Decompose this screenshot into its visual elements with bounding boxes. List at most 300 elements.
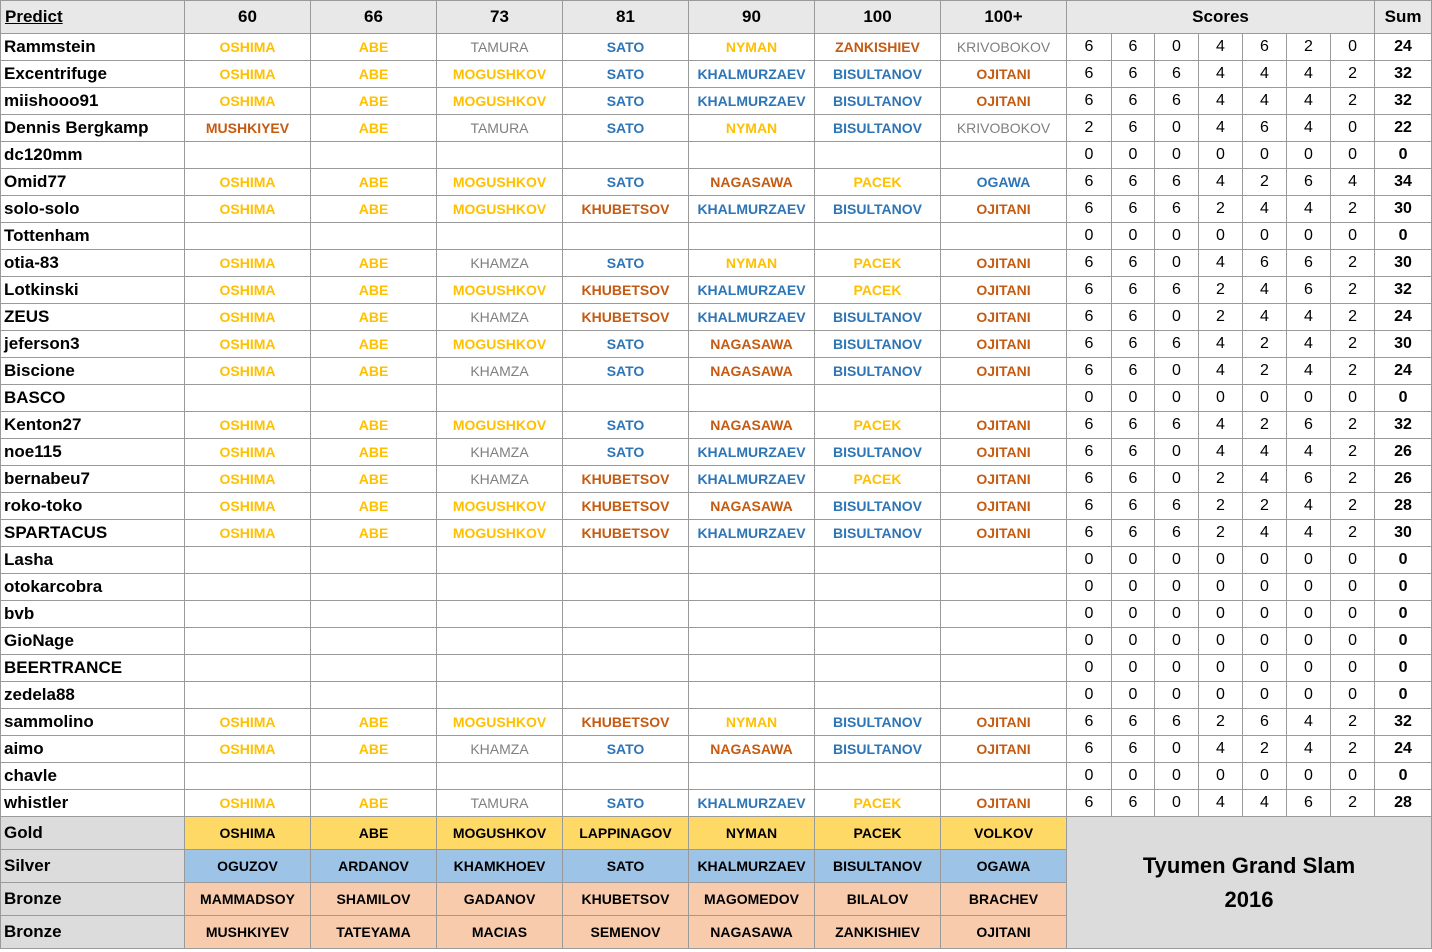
pick-cell: OJITANI bbox=[941, 439, 1067, 466]
pick-cell: KHAMZA bbox=[437, 250, 563, 277]
medal-cell: VOLKOV bbox=[941, 817, 1067, 850]
player-name: solo-solo bbox=[1, 196, 185, 223]
score-cell: 6 bbox=[1112, 412, 1155, 439]
sum-cell: 26 bbox=[1375, 466, 1432, 493]
score-cell: 4 bbox=[1199, 412, 1243, 439]
pick-cell: ABE bbox=[311, 196, 437, 223]
pick-cell bbox=[311, 142, 437, 169]
score-cell: 6 bbox=[1067, 709, 1112, 736]
score-cell: 6 bbox=[1243, 250, 1287, 277]
pick-cell bbox=[311, 763, 437, 790]
score-cell: 6 bbox=[1067, 790, 1112, 817]
score-cell: 0 bbox=[1155, 547, 1199, 574]
score-cell: 0 bbox=[1243, 385, 1287, 412]
player-name: GioNage bbox=[1, 628, 185, 655]
pick-cell bbox=[563, 574, 689, 601]
pick-cell: OSHIMA bbox=[185, 466, 311, 493]
pick-cell: OJITANI bbox=[941, 736, 1067, 763]
score-cell: 0 bbox=[1287, 574, 1331, 601]
medal-label: Bronze bbox=[1, 916, 185, 949]
pick-cell bbox=[689, 547, 815, 574]
pick-cell: MOGUSHKOV bbox=[437, 520, 563, 547]
pick-cell bbox=[941, 385, 1067, 412]
score-cell: 6 bbox=[1067, 250, 1112, 277]
pick-cell bbox=[689, 682, 815, 709]
table-row bbox=[1, 196, 1432, 223]
score-cell: 2 bbox=[1331, 88, 1375, 115]
pick-cell bbox=[941, 142, 1067, 169]
score-cell: 0 bbox=[1331, 763, 1375, 790]
pick-cell bbox=[815, 547, 941, 574]
score-cell: 0 bbox=[1243, 547, 1287, 574]
score-cell: 0 bbox=[1067, 682, 1112, 709]
sum-cell: 30 bbox=[1375, 331, 1432, 358]
pick-cell: BISULTANOV bbox=[815, 520, 941, 547]
table-row bbox=[1, 574, 1432, 601]
table-row bbox=[1, 493, 1432, 520]
pick-cell: SATO bbox=[563, 736, 689, 763]
pick-cell bbox=[815, 385, 941, 412]
score-cell: 2 bbox=[1331, 250, 1375, 277]
score-cell: 2 bbox=[1287, 34, 1331, 61]
pick-cell: SATO bbox=[563, 412, 689, 439]
pick-cell: OJITANI bbox=[941, 304, 1067, 331]
pick-cell: KHUBETSOV bbox=[563, 466, 689, 493]
weight-header: 100+ bbox=[941, 1, 1067, 34]
score-cell: 0 bbox=[1067, 655, 1112, 682]
pick-cell: OJITANI bbox=[941, 466, 1067, 493]
score-cell: 0 bbox=[1243, 142, 1287, 169]
weight-header: 90 bbox=[689, 1, 815, 34]
score-cell: 2 bbox=[1199, 277, 1243, 304]
medal-cell: PACEK bbox=[815, 817, 941, 850]
pick-cell bbox=[563, 547, 689, 574]
score-cell: 6 bbox=[1112, 358, 1155, 385]
score-cell: 4 bbox=[1287, 736, 1331, 763]
pick-cell: BISULTANOV bbox=[815, 331, 941, 358]
pick-cell: BISULTANOV bbox=[815, 304, 941, 331]
pick-cell bbox=[311, 385, 437, 412]
pick-cell: OJITANI bbox=[941, 61, 1067, 88]
pick-cell: SATO bbox=[563, 790, 689, 817]
medal-label: Bronze bbox=[1, 883, 185, 916]
sum-cell: 32 bbox=[1375, 61, 1432, 88]
score-cell: 4 bbox=[1243, 304, 1287, 331]
medal-cell: KHAMKHOEV bbox=[437, 850, 563, 883]
pick-cell bbox=[185, 547, 311, 574]
sum-cell: 32 bbox=[1375, 412, 1432, 439]
pick-cell bbox=[185, 385, 311, 412]
score-cell: 4 bbox=[1199, 169, 1243, 196]
player-name: Lotkinski bbox=[1, 277, 185, 304]
pick-cell bbox=[941, 682, 1067, 709]
pick-cell: OSHIMA bbox=[185, 196, 311, 223]
weight-header: 81 bbox=[563, 1, 689, 34]
player-name: otokarcobra bbox=[1, 574, 185, 601]
score-cell: 0 bbox=[1067, 601, 1112, 628]
player-name: Excentrifuge bbox=[1, 61, 185, 88]
sum-cell: 0 bbox=[1375, 763, 1432, 790]
medal-cell: TATEYAMA bbox=[311, 916, 437, 949]
score-cell: 0 bbox=[1067, 628, 1112, 655]
score-cell: 0 bbox=[1243, 223, 1287, 250]
pick-cell bbox=[815, 682, 941, 709]
pick-cell bbox=[815, 574, 941, 601]
score-cell: 6 bbox=[1112, 439, 1155, 466]
score-cell: 4 bbox=[1243, 61, 1287, 88]
score-cell: 4 bbox=[1331, 169, 1375, 196]
pick-cell: MOGUSHKOV bbox=[437, 61, 563, 88]
medal-cell: BISULTANOV bbox=[815, 850, 941, 883]
pick-cell bbox=[311, 601, 437, 628]
score-cell: 0 bbox=[1112, 655, 1155, 682]
pick-cell: KHALMURZAEV bbox=[689, 88, 815, 115]
pick-cell: MOGUSHKOV bbox=[437, 709, 563, 736]
score-cell: 6 bbox=[1067, 358, 1112, 385]
sum-cell: 0 bbox=[1375, 601, 1432, 628]
player-name: chavle bbox=[1, 763, 185, 790]
score-cell: 6 bbox=[1112, 304, 1155, 331]
pick-cell: KHAMZA bbox=[437, 358, 563, 385]
score-cell: 2 bbox=[1199, 304, 1243, 331]
pick-cell: NYMAN bbox=[689, 709, 815, 736]
table-row bbox=[1, 412, 1432, 439]
score-cell: 6 bbox=[1287, 790, 1331, 817]
medal-cell: MACIAS bbox=[437, 916, 563, 949]
pick-cell: BISULTANOV bbox=[815, 196, 941, 223]
score-cell: 0 bbox=[1067, 574, 1112, 601]
table-row bbox=[1, 601, 1432, 628]
score-cell: 0 bbox=[1155, 655, 1199, 682]
player-name: BASCO bbox=[1, 385, 185, 412]
score-cell: 0 bbox=[1243, 763, 1287, 790]
score-cell: 2 bbox=[1331, 331, 1375, 358]
pick-cell bbox=[563, 655, 689, 682]
pick-cell bbox=[689, 142, 815, 169]
table-row bbox=[1, 331, 1432, 358]
table-row bbox=[1, 115, 1432, 142]
table-row bbox=[1, 358, 1432, 385]
pick-cell: ZANKISHIEV bbox=[815, 34, 941, 61]
pick-cell: SATO bbox=[563, 61, 689, 88]
score-cell: 2 bbox=[1331, 196, 1375, 223]
score-cell: 4 bbox=[1243, 790, 1287, 817]
score-cell: 0 bbox=[1112, 385, 1155, 412]
event-title bbox=[1067, 817, 1432, 949]
score-cell: 0 bbox=[1112, 601, 1155, 628]
player-name: bernabeu7 bbox=[1, 466, 185, 493]
pick-cell: BISULTANOV bbox=[815, 493, 941, 520]
sum-cell: 24 bbox=[1375, 34, 1432, 61]
pick-cell: ABE bbox=[311, 115, 437, 142]
player-name: ZEUS bbox=[1, 304, 185, 331]
score-cell: 0 bbox=[1243, 574, 1287, 601]
sum-cell: 24 bbox=[1375, 736, 1432, 763]
pick-cell: ABE bbox=[311, 169, 437, 196]
score-cell: 6 bbox=[1112, 169, 1155, 196]
pick-cell bbox=[185, 601, 311, 628]
score-cell: 2 bbox=[1331, 277, 1375, 304]
score-cell: 0 bbox=[1112, 547, 1155, 574]
pick-cell: ABE bbox=[311, 88, 437, 115]
score-cell: 6 bbox=[1112, 466, 1155, 493]
pick-cell bbox=[185, 682, 311, 709]
table-row bbox=[1, 304, 1432, 331]
pick-cell: PACEK bbox=[815, 412, 941, 439]
score-cell: 0 bbox=[1112, 763, 1155, 790]
score-cell: 0 bbox=[1243, 682, 1287, 709]
score-cell: 0 bbox=[1199, 682, 1243, 709]
pick-cell bbox=[311, 547, 437, 574]
table-row bbox=[1, 169, 1432, 196]
pick-cell bbox=[815, 223, 941, 250]
score-cell: 2 bbox=[1331, 520, 1375, 547]
table-row bbox=[1, 763, 1432, 790]
score-cell: 0 bbox=[1331, 682, 1375, 709]
pick-cell: KHALMURZAEV bbox=[689, 304, 815, 331]
sum-cell: 0 bbox=[1375, 574, 1432, 601]
score-cell: 0 bbox=[1199, 628, 1243, 655]
score-cell: 4 bbox=[1199, 61, 1243, 88]
weight-header: 60 bbox=[185, 1, 311, 34]
score-cell: 4 bbox=[1287, 358, 1331, 385]
score-cell: 4 bbox=[1199, 34, 1243, 61]
score-cell: 0 bbox=[1155, 763, 1199, 790]
pick-cell bbox=[563, 142, 689, 169]
score-cell: 0 bbox=[1112, 628, 1155, 655]
pick-cell: NAGASAWA bbox=[689, 331, 815, 358]
score-cell: 6 bbox=[1112, 250, 1155, 277]
table-row bbox=[1, 736, 1432, 763]
score-cell: 0 bbox=[1287, 223, 1331, 250]
table-row bbox=[1, 709, 1432, 736]
pick-cell: OJITANI bbox=[941, 709, 1067, 736]
medal-cell: MOGUSHKOV bbox=[437, 817, 563, 850]
player-name: dc120mm bbox=[1, 142, 185, 169]
pick-cell: OSHIMA bbox=[185, 169, 311, 196]
score-cell: 4 bbox=[1287, 331, 1331, 358]
score-cell: 0 bbox=[1155, 439, 1199, 466]
sum-cell: 32 bbox=[1375, 709, 1432, 736]
pick-cell: OJITANI bbox=[941, 196, 1067, 223]
scores-header: Scores bbox=[1067, 1, 1375, 34]
score-cell: 2 bbox=[1331, 439, 1375, 466]
score-cell: 6 bbox=[1155, 169, 1199, 196]
score-cell: 0 bbox=[1112, 574, 1155, 601]
sum-cell: 0 bbox=[1375, 682, 1432, 709]
score-cell: 0 bbox=[1155, 304, 1199, 331]
score-cell: 0 bbox=[1331, 115, 1375, 142]
player-name: otia-83 bbox=[1, 250, 185, 277]
table-row bbox=[1, 142, 1432, 169]
pick-cell: PACEK bbox=[815, 466, 941, 493]
table-row bbox=[1, 790, 1432, 817]
score-cell: 0 bbox=[1199, 223, 1243, 250]
score-cell: 0 bbox=[1067, 385, 1112, 412]
score-cell: 4 bbox=[1287, 709, 1331, 736]
pick-cell bbox=[311, 574, 437, 601]
score-cell: 0 bbox=[1331, 628, 1375, 655]
pick-cell: BISULTANOV bbox=[815, 736, 941, 763]
pick-cell bbox=[563, 385, 689, 412]
medal-cell: OGAWA bbox=[941, 850, 1067, 883]
pick-cell: ABE bbox=[311, 358, 437, 385]
sum-cell: 28 bbox=[1375, 790, 1432, 817]
pick-cell bbox=[185, 628, 311, 655]
score-cell: 0 bbox=[1199, 655, 1243, 682]
score-cell: 6 bbox=[1112, 493, 1155, 520]
score-cell: 0 bbox=[1199, 574, 1243, 601]
pick-cell bbox=[563, 628, 689, 655]
pick-cell: KHUBETSOV bbox=[563, 304, 689, 331]
medal-cell: SATO bbox=[563, 850, 689, 883]
pick-cell: BISULTANOV bbox=[815, 439, 941, 466]
medal-row bbox=[1, 817, 1432, 850]
pick-cell bbox=[437, 385, 563, 412]
player-name: Tottenham bbox=[1, 223, 185, 250]
score-cell: 0 bbox=[1331, 601, 1375, 628]
pick-cell: KHALMURZAEV bbox=[689, 277, 815, 304]
pick-cell: TAMURA bbox=[437, 790, 563, 817]
score-cell: 6 bbox=[1243, 709, 1287, 736]
score-cell: 2 bbox=[1243, 358, 1287, 385]
score-cell: 6 bbox=[1112, 520, 1155, 547]
score-cell: 6 bbox=[1155, 88, 1199, 115]
score-cell: 2 bbox=[1067, 115, 1112, 142]
pick-cell: ABE bbox=[311, 709, 437, 736]
score-cell: 0 bbox=[1287, 601, 1331, 628]
sum-cell: 0 bbox=[1375, 142, 1432, 169]
pick-cell bbox=[815, 142, 941, 169]
pick-cell bbox=[689, 655, 815, 682]
weight-header: 100 bbox=[815, 1, 941, 34]
pick-cell bbox=[311, 655, 437, 682]
score-cell: 0 bbox=[1155, 601, 1199, 628]
pick-cell: NAGASAWA bbox=[689, 169, 815, 196]
score-cell: 2 bbox=[1243, 331, 1287, 358]
table-row bbox=[1, 250, 1432, 277]
score-cell: 0 bbox=[1155, 682, 1199, 709]
player-name: Dennis Bergkamp bbox=[1, 115, 185, 142]
pick-cell bbox=[437, 574, 563, 601]
score-cell: 0 bbox=[1155, 574, 1199, 601]
score-cell: 6 bbox=[1112, 331, 1155, 358]
score-cell: 0 bbox=[1287, 547, 1331, 574]
score-cell: 2 bbox=[1243, 736, 1287, 763]
pick-cell: KRIVOBOKOV bbox=[941, 34, 1067, 61]
sum-cell: 30 bbox=[1375, 196, 1432, 223]
pick-cell: SATO bbox=[563, 331, 689, 358]
score-cell: 6 bbox=[1155, 520, 1199, 547]
pick-cell bbox=[311, 223, 437, 250]
pick-cell: MOGUSHKOV bbox=[437, 412, 563, 439]
table-row bbox=[1, 385, 1432, 412]
pick-cell bbox=[185, 574, 311, 601]
medal-cell: KHUBETSOV bbox=[563, 883, 689, 916]
score-cell: 0 bbox=[1287, 385, 1331, 412]
pick-cell: OJITANI bbox=[941, 331, 1067, 358]
score-cell: 4 bbox=[1243, 277, 1287, 304]
pick-cell bbox=[437, 601, 563, 628]
score-cell: 0 bbox=[1331, 385, 1375, 412]
score-cell: 0 bbox=[1155, 736, 1199, 763]
table-row bbox=[1, 34, 1432, 61]
pick-cell bbox=[689, 601, 815, 628]
medal-cell: NAGASAWA bbox=[689, 916, 815, 949]
medal-label: Gold bbox=[1, 817, 185, 850]
medal-cell: ZANKISHIEV bbox=[815, 916, 941, 949]
score-cell: 6 bbox=[1287, 169, 1331, 196]
score-cell: 4 bbox=[1199, 736, 1243, 763]
pick-cell: OSHIMA bbox=[185, 790, 311, 817]
sum-cell: 0 bbox=[1375, 628, 1432, 655]
score-cell: 6 bbox=[1287, 412, 1331, 439]
player-name: Omid77 bbox=[1, 169, 185, 196]
score-cell: 2 bbox=[1331, 736, 1375, 763]
pick-cell: NAGASAWA bbox=[689, 412, 815, 439]
medal-cell: MUSHKIYEV bbox=[185, 916, 311, 949]
pick-cell bbox=[185, 655, 311, 682]
score-cell: 0 bbox=[1199, 385, 1243, 412]
score-cell: 6 bbox=[1155, 709, 1199, 736]
score-cell: 4 bbox=[1199, 250, 1243, 277]
score-cell: 2 bbox=[1331, 790, 1375, 817]
medal-cell: BILALOV bbox=[815, 883, 941, 916]
score-cell: 4 bbox=[1199, 790, 1243, 817]
score-cell: 0 bbox=[1199, 601, 1243, 628]
score-cell: 4 bbox=[1199, 439, 1243, 466]
pick-cell: NAGASAWA bbox=[689, 736, 815, 763]
score-cell: 0 bbox=[1067, 763, 1112, 790]
pick-cell bbox=[689, 223, 815, 250]
pick-cell: OSHIMA bbox=[185, 736, 311, 763]
pick-cell: NYMAN bbox=[689, 34, 815, 61]
score-cell: 0 bbox=[1155, 115, 1199, 142]
table-row bbox=[1, 655, 1432, 682]
score-cell: 2 bbox=[1331, 358, 1375, 385]
player-name: Kenton27 bbox=[1, 412, 185, 439]
pick-cell bbox=[941, 223, 1067, 250]
table-row bbox=[1, 223, 1432, 250]
pick-cell: KHUBETSOV bbox=[563, 277, 689, 304]
player-name: SPARTACUS bbox=[1, 520, 185, 547]
score-cell: 6 bbox=[1067, 277, 1112, 304]
score-cell: 2 bbox=[1243, 412, 1287, 439]
score-cell: 6 bbox=[1155, 61, 1199, 88]
pick-cell: ABE bbox=[311, 277, 437, 304]
pick-cell: OSHIMA bbox=[185, 88, 311, 115]
pick-cell bbox=[185, 223, 311, 250]
pick-cell bbox=[815, 655, 941, 682]
score-cell: 4 bbox=[1199, 88, 1243, 115]
pick-cell bbox=[311, 628, 437, 655]
pick-cell bbox=[815, 601, 941, 628]
pick-cell bbox=[941, 655, 1067, 682]
medal-cell: OSHIMA bbox=[185, 817, 311, 850]
score-cell: 0 bbox=[1155, 142, 1199, 169]
pick-cell: KHALMURZAEV bbox=[689, 61, 815, 88]
pick-cell bbox=[437, 655, 563, 682]
table-row bbox=[1, 520, 1432, 547]
pick-cell: SATO bbox=[563, 358, 689, 385]
pick-cell bbox=[563, 763, 689, 790]
score-cell: 0 bbox=[1067, 142, 1112, 169]
table-row bbox=[1, 277, 1432, 304]
score-cell: 4 bbox=[1243, 88, 1287, 115]
pick-cell: KHAMZA bbox=[437, 466, 563, 493]
score-cell: 0 bbox=[1067, 547, 1112, 574]
predict-header: Predict bbox=[1, 1, 185, 34]
